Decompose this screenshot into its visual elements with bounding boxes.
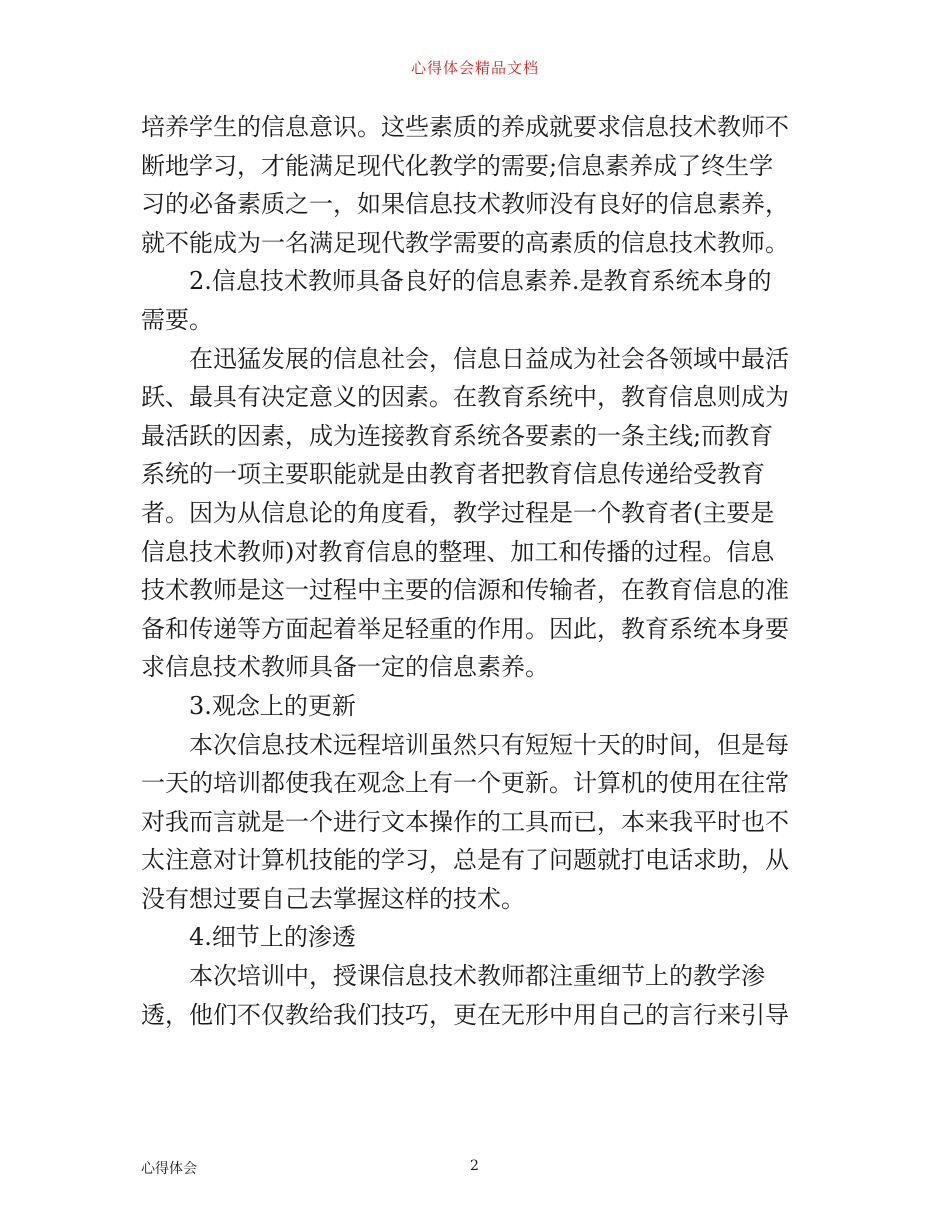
body-line: 者。因为从信息论的角度看，教学过程是一个教育者(主要是	[141, 498, 775, 527]
body-line: 备和传递等方面起着举足轻重的作用。因此，教育系统本身要	[141, 614, 789, 643]
body-line: 最活跃的因素，成为连接教育系统各要素的一条主线;而教育	[141, 421, 774, 450]
body-line: 求信息技术教师具备一定的信息素养。	[141, 653, 549, 682]
body-line: 就不能成为一名满足现代教学需要的高素质的信息技术教师。	[141, 228, 789, 257]
body-line: 本次培训中，授课信息技术教师都注重细节上的教学渗	[189, 962, 765, 991]
body-line: 断地学习，才能满足现代化教学的需要;信息素养成了终生学	[141, 151, 774, 180]
body-line: 一天的培训都使我在观念上有一个更新。计算机的使用在往常	[141, 769, 789, 798]
section-heading-continued: 需要。	[141, 305, 213, 334]
body-line: 对我而言就是一个进行文本操作的工具而已，本来我平时也不	[141, 807, 789, 836]
body-line: 信息技术教师)对教育信息的整理、加工和传播的过程。信息	[141, 537, 775, 566]
document-body	[141, 108, 813, 1034]
body-line: 技术教师是这一过程中主要的信源和传输者，在教育信息的准	[141, 576, 789, 605]
page-number: 2	[470, 1158, 479, 1174]
footer-label: 心得体会	[141, 1161, 197, 1177]
body-line: 习的必备素质之一，如果信息技术教师没有良好的信息素养，	[141, 190, 789, 219]
section-heading: 4.细节上的渗透	[189, 923, 356, 952]
section-heading: 3.观念上的更新	[189, 691, 356, 720]
body-line: 太注意对计算机技能的学习，总是有了问题就打电话求助，从	[141, 846, 789, 875]
body-line: 透，他们不仅教给我们技巧，更在无形中用自己的言行来引导	[141, 1000, 789, 1029]
body-line: 系统的一项主要职能就是由教育者把教育信息传递给受教育	[141, 460, 765, 489]
body-line: 在迅猛发展的信息社会，信息日益成为社会各领域中最活	[189, 344, 789, 373]
body-line: 培养学生的信息意识。这些素质的养成就要求信息技术教师不	[141, 113, 789, 141]
body-line: 本次信息技术远程培训虽然只有短短十天的时间，但是每	[189, 730, 789, 759]
section-heading: 2.信息技术教师具备良好的信息素养.是教育系统本身的	[189, 267, 772, 296]
body-line: 跃、最具有决定意义的因素。在教育系统中，教育信息则成为	[141, 383, 789, 412]
document-header: 心得体会精品文档	[410, 59, 539, 77]
body-line: 没有想过要自己去掌握这样的技术。	[141, 884, 525, 913]
